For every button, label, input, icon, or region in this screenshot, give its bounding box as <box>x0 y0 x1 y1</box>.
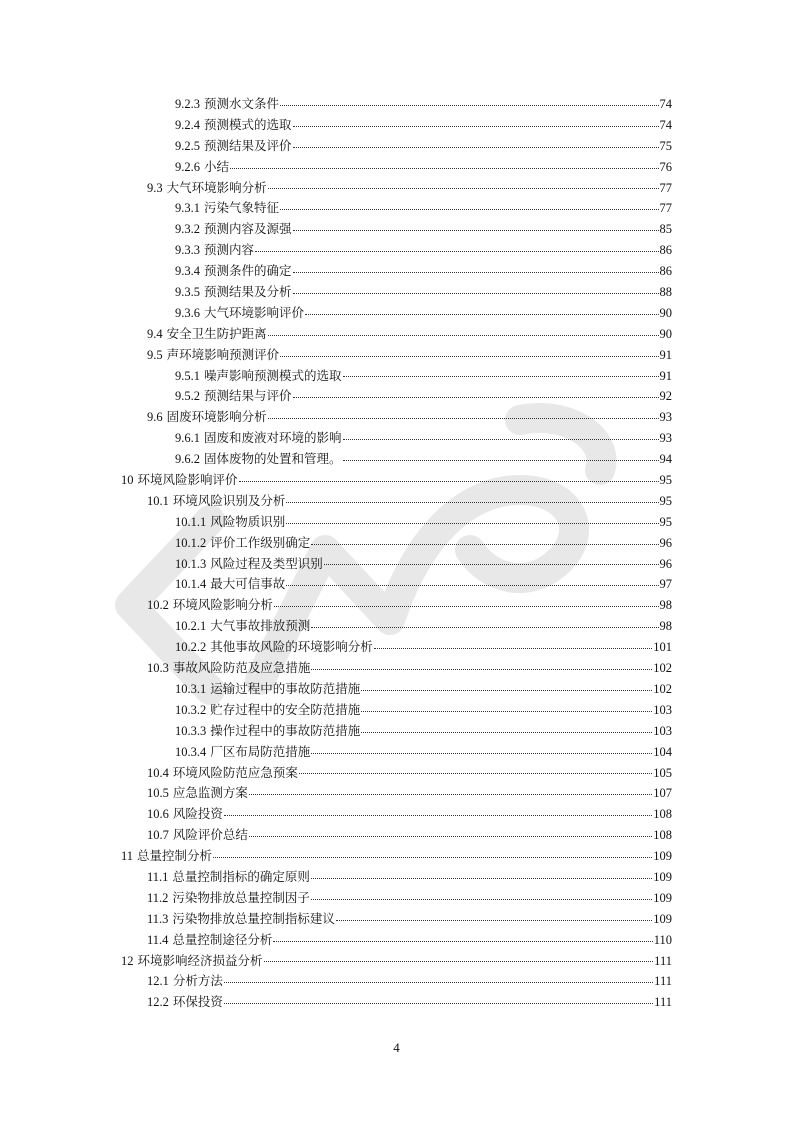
dot-leader <box>286 584 658 586</box>
toc-entry-page: 95 <box>659 493 672 508</box>
toc-entry[interactable] <box>121 407 672 428</box>
toc-entry[interactable] <box>121 574 672 595</box>
dot-leader <box>255 250 658 252</box>
toc-entry-number: 10.1.4 <box>175 577 207 592</box>
toc-entry-number: 12.2 <box>147 995 169 1010</box>
toc-entry-page: 90 <box>659 305 672 320</box>
toc-entry-number: 10.3 <box>147 661 169 676</box>
toc-entry-page: 90 <box>659 326 672 341</box>
toc-entry-page: 97 <box>659 577 672 592</box>
toc-entry-page: 111 <box>654 953 672 968</box>
toc-entry-number: 11.1 <box>147 869 169 884</box>
toc-entry-page: 110 <box>653 932 672 947</box>
toc-entry-number: 10.3.1 <box>175 681 207 696</box>
toc-entry-title: 小结 <box>204 159 230 174</box>
toc-entry-number: 9.5.1 <box>175 368 200 383</box>
toc-entry-number: 10.5 <box>147 786 169 801</box>
toc-entry-number: 12.1 <box>147 974 169 989</box>
dot-leader <box>293 229 659 231</box>
toc-entry-page: 91 <box>659 368 672 383</box>
toc-entry-number: 9.2.5 <box>175 138 200 153</box>
toc-entry-title: 预测结果及分析 <box>204 285 292 300</box>
toc-entry[interactable] <box>121 157 672 178</box>
toc-entry-page: 75 <box>659 138 672 153</box>
toc-entry-number: 9.6.2 <box>175 452 200 467</box>
dot-leader <box>286 522 658 524</box>
toc-entry-number: 9.3.4 <box>175 264 200 279</box>
toc-entry-number: 10.3.4 <box>175 744 207 759</box>
dot-leader <box>343 438 659 440</box>
toc-entry-title: 总量控制指标的确定原则 <box>172 869 310 884</box>
toc-entry[interactable] <box>121 763 672 784</box>
dot-leader <box>274 605 659 607</box>
toc-entry-number: 10.2 <box>147 598 169 613</box>
toc-entry[interactable] <box>121 303 672 324</box>
toc-entry-page: 111 <box>654 974 672 989</box>
toc-entry-number: 10.2.1 <box>175 619 207 634</box>
dot-leader <box>213 856 652 858</box>
toc-entry[interactable] <box>121 512 672 533</box>
toc-entry[interactable] <box>121 449 672 470</box>
toc-entry-number: 10.2.2 <box>175 640 207 655</box>
toc-entry-page: 103 <box>653 723 672 738</box>
toc-entry-number: 9.2.3 <box>175 97 200 111</box>
toc-entry-page: 92 <box>659 389 672 404</box>
toc-entry[interactable] <box>121 721 672 742</box>
toc-entry-page: 98 <box>659 619 672 634</box>
dot-leader <box>224 1002 653 1004</box>
dot-leader <box>361 689 652 691</box>
toc-entry-title: 环境风险识别及分析 <box>172 493 286 508</box>
toc-entry-number: 9.3.2 <box>175 222 200 237</box>
toc-entry-page: 111 <box>654 995 672 1010</box>
toc-entry[interactable] <box>121 637 672 658</box>
toc-entry-page: 109 <box>653 890 672 905</box>
toc-entry-title: 分析方法 <box>172 974 223 989</box>
toc-entry-title: 环境影响经济损益分析 <box>137 953 263 968</box>
toc-entry[interactable] <box>121 804 672 825</box>
toc-entry-page: 108 <box>653 828 672 843</box>
dot-leader <box>305 313 658 315</box>
toc-entry[interactable] <box>121 595 672 616</box>
toc-entry[interactable] <box>121 386 672 407</box>
toc-entry-title: 风险物质识别 <box>210 514 286 529</box>
toc-entry-number: 10.6 <box>147 807 169 822</box>
toc-entry-number: 9.3.3 <box>175 243 200 258</box>
toc-entry[interactable] <box>121 846 672 867</box>
toc-entry-number: 10 <box>121 473 134 488</box>
dot-leader <box>249 793 652 795</box>
dot-leader <box>293 146 659 148</box>
toc-entry-page: 88 <box>659 285 672 300</box>
toc-entry[interactable] <box>121 428 672 449</box>
toc-entry-page: 91 <box>659 347 672 362</box>
toc-entry[interactable] <box>121 867 672 888</box>
toc-entry-number: 9.3.1 <box>175 201 200 216</box>
toc-entry-number: 10.3.3 <box>175 723 207 738</box>
toc-entry-page: 86 <box>659 243 672 258</box>
toc-entry-number: 9.3.6 <box>175 305 200 320</box>
toc-entry[interactable] <box>121 742 672 763</box>
dot-leader <box>324 563 659 565</box>
toc-entry-title: 预测内容及源强 <box>204 222 292 237</box>
toc-entry-number: 10.1.3 <box>175 556 207 571</box>
toc-entry[interactable] <box>121 533 672 554</box>
toc-entry[interactable] <box>121 136 672 157</box>
toc-entry[interactable] <box>121 554 672 575</box>
dot-leader <box>230 167 658 169</box>
toc-entry-number: 10.3.2 <box>175 702 207 717</box>
toc-entry[interactable] <box>121 240 672 261</box>
toc-entry-number: 12 <box>121 953 134 968</box>
dot-leader <box>293 125 659 127</box>
toc-entry-title: 总量控制分析 <box>137 849 213 864</box>
toc-entry-page: 86 <box>659 264 672 279</box>
dot-leader <box>311 898 652 900</box>
toc-entry-page: 102 <box>653 661 672 676</box>
toc-entry-title: 环境风险影响评价 <box>137 473 238 488</box>
dot-leader <box>311 668 652 670</box>
toc-entry-number: 11.2 <box>147 890 169 905</box>
toc-entry-page: 109 <box>653 869 672 884</box>
toc-entry[interactable] <box>121 324 672 345</box>
toc-entry[interactable] <box>121 491 672 512</box>
toc-entry-title: 总量控制途径分析 <box>172 932 273 947</box>
toc-entry-title: 事故风险防范及应急措施 <box>172 661 311 676</box>
toc-entry-title: 厂区布局防范措施 <box>210 744 311 759</box>
toc-entry-page: 103 <box>653 702 672 717</box>
toc-entry-page: 94 <box>659 452 672 467</box>
toc-entry-title: 安全卫生防护距离 <box>166 326 267 341</box>
dot-leader <box>268 334 659 336</box>
toc-entry-page: 104 <box>653 744 672 759</box>
toc-entry[interactable] <box>121 94 672 115</box>
dot-leader <box>286 501 658 503</box>
toc-entry-title: 污染气象特征 <box>204 201 280 216</box>
toc-entry-title: 固废和废液对环境的影响 <box>204 431 342 446</box>
dot-leader <box>311 877 652 879</box>
dot-leader <box>311 543 658 545</box>
toc-entry-title: 噪声影响预测模式的选取 <box>204 368 342 383</box>
dot-leader <box>268 417 659 419</box>
dot-leader <box>293 271 659 273</box>
toc-entry-number: 10.4 <box>147 765 169 780</box>
toc-entry-number: 11.4 <box>147 932 169 947</box>
toc-entry[interactable] <box>121 679 672 700</box>
toc-entry-title: 风险投资 <box>172 807 223 822</box>
toc-entry-title: 环保投资 <box>172 995 223 1010</box>
toc-entry-number: 9.6 <box>147 410 163 425</box>
toc-entry-page: 107 <box>653 786 672 801</box>
toc-entry[interactable] <box>121 951 672 972</box>
toc-entry-title: 预测内容 <box>204 243 255 258</box>
dot-leader <box>249 835 652 837</box>
toc-entry-title: 污染物排放总量控制指标建议 <box>172 911 335 926</box>
toc-entry-title: 其他事故风险的环境影响分析 <box>210 640 373 655</box>
dot-leader <box>224 814 652 816</box>
toc-entry-title: 贮存过程中的安全防范措施 <box>210 702 361 717</box>
toc-entry[interactable] <box>121 971 672 992</box>
toc-entry-number: 10.1 <box>147 493 169 508</box>
toc-entry-title: 声环境影响预测评价 <box>166 347 280 362</box>
toc-entry[interactable] <box>121 888 672 909</box>
toc-entry[interactable] <box>121 470 672 491</box>
toc-entry-title: 预测结果与评价 <box>204 389 292 404</box>
toc-entry-title: 环境风险防范应急预案 <box>172 765 298 780</box>
toc-entry[interactable] <box>121 783 672 804</box>
toc-entry-title: 预测水文条件 <box>204 97 280 111</box>
toc-entry-page: 95 <box>659 514 672 529</box>
toc-entry[interactable] <box>121 345 672 366</box>
toc-entry[interactable] <box>121 909 672 930</box>
toc-entry-title: 大气环境影响评价 <box>204 305 305 320</box>
toc-entry[interactable] <box>121 700 672 721</box>
toc-entry-title: 预测结果及评价 <box>204 138 292 153</box>
dot-leader <box>280 104 658 106</box>
toc-entry-page: 105 <box>653 765 672 780</box>
toc-entry-page: 102 <box>653 681 672 696</box>
toc-entry-number: 9.2.4 <box>175 117 200 132</box>
toc-entry-title: 大气环境影响分析 <box>166 180 267 195</box>
dot-leader <box>293 292 659 294</box>
dot-leader <box>311 626 658 628</box>
toc-entry-page: 109 <box>653 849 672 864</box>
toc-entry-number: 10.7 <box>147 828 169 843</box>
toc-entry-title: 预测条件的确定 <box>204 264 292 279</box>
toc-entry-page: 101 <box>653 640 672 655</box>
toc-entry-page: 77 <box>659 201 672 216</box>
table-of-contents <box>121 94 672 1013</box>
toc-entry-page: 108 <box>653 807 672 822</box>
toc-entry-page: 96 <box>659 535 672 550</box>
toc-entry-page: 74 <box>659 97 672 111</box>
toc-entry-title: 风险评价总结 <box>172 828 248 843</box>
toc-entry-title: 污染物排放总量控制因子 <box>172 890 310 905</box>
toc-entry-title: 风险过程及类型识别 <box>210 556 323 571</box>
toc-entry-title: 操作过程中的事故防范措施 <box>210 723 361 738</box>
dot-leader <box>311 752 652 754</box>
toc-entry-number: 11 <box>121 849 134 864</box>
toc-entry-number: 11.3 <box>147 911 169 926</box>
toc-entry[interactable] <box>121 178 672 199</box>
toc-entry-title: 评价工作级别确定 <box>210 535 311 550</box>
toc-entry-page: 109 <box>653 911 672 926</box>
toc-entry-title: 运输过程中的事故防范措施 <box>210 681 361 696</box>
toc-entry-page: 93 <box>659 410 672 425</box>
toc-entry-page: 98 <box>659 598 672 613</box>
toc-entry-page: 77 <box>659 180 672 195</box>
page-number: 4 <box>393 1040 400 1055</box>
dot-leader <box>224 981 653 983</box>
dot-leader <box>293 396 659 398</box>
dot-leader <box>264 960 654 962</box>
dot-leader <box>273 940 652 942</box>
toc-entry-number: 9.6.1 <box>175 431 200 446</box>
toc-entry-number: 10.1.2 <box>175 535 207 550</box>
dot-leader <box>336 919 652 921</box>
toc-entry-title: 预测模式的选取 <box>204 117 292 132</box>
dot-leader <box>343 459 659 461</box>
toc-entry-number: 9.5 <box>147 347 163 362</box>
toc-entry[interactable] <box>121 616 672 637</box>
toc-entry-number: 10.1.1 <box>175 514 207 529</box>
toc-entry-title: 环境风险影响分析 <box>172 598 273 613</box>
toc-entry[interactable] <box>121 261 672 282</box>
dot-leader <box>268 187 659 189</box>
toc-entry[interactable] <box>121 282 672 303</box>
toc-entry-title: 固体废物的处置和管理。 <box>204 452 342 467</box>
dot-leader <box>239 480 659 482</box>
toc-entry-page: 74 <box>659 117 672 132</box>
toc-entry[interactable] <box>121 658 672 679</box>
toc-entry[interactable] <box>121 825 672 846</box>
toc-entry-number: 9.4 <box>147 326 163 341</box>
dot-leader <box>280 208 658 210</box>
toc-entry[interactable] <box>121 930 672 951</box>
dot-leader <box>280 355 658 357</box>
toc-entry[interactable] <box>121 219 672 240</box>
toc-entry-page: 96 <box>659 556 672 571</box>
dot-leader <box>299 772 652 774</box>
dot-leader <box>374 647 652 649</box>
toc-entry-page: 85 <box>659 222 672 237</box>
toc-entry-number: 9.2.6 <box>175 159 200 174</box>
toc-entry-page: 76 <box>659 159 672 174</box>
toc-entry-page: 95 <box>659 473 672 488</box>
dot-leader <box>343 375 659 377</box>
toc-entry[interactable] <box>121 366 672 387</box>
toc-entry-title: 固废环境影响分析 <box>166 410 267 425</box>
toc-entry-number: 9.3.5 <box>175 285 200 300</box>
dot-leader <box>361 731 652 733</box>
toc-entry[interactable] <box>121 115 672 136</box>
toc-entry-number: 9.5.2 <box>175 389 200 404</box>
toc-entry-number: 9.3 <box>147 180 163 195</box>
toc-entry[interactable] <box>121 992 672 1013</box>
toc-entry-page: 93 <box>659 431 672 446</box>
toc-entry-title: 最大可信事故 <box>210 577 286 592</box>
toc-entry-title: 应急监测方案 <box>172 786 248 801</box>
toc-entry-title: 大气事故排放预测 <box>210 619 311 634</box>
dot-leader <box>361 710 652 712</box>
toc-entry[interactable] <box>121 198 672 219</box>
